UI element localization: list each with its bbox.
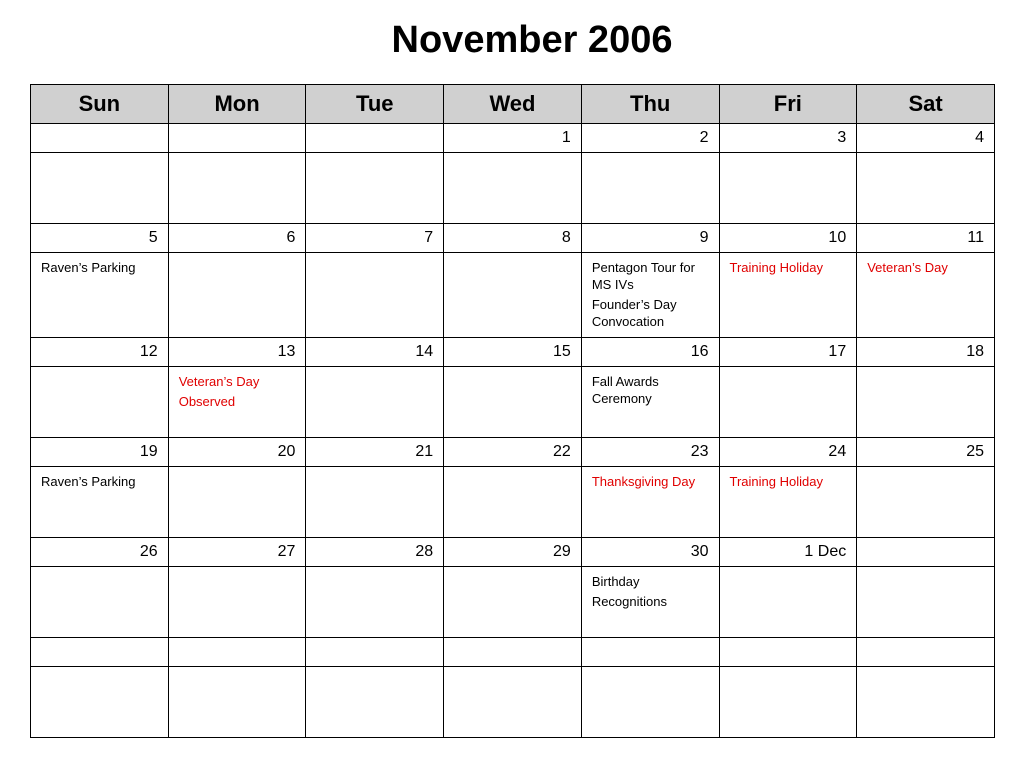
date-number: 13	[168, 338, 306, 367]
date-number: 16	[581, 338, 719, 367]
day-cell[interactable]	[719, 253, 857, 338]
week-date-row	[31, 438, 995, 467]
date-number: 1	[444, 124, 582, 153]
day-cell[interactable]	[581, 253, 719, 338]
calendar-event: Raven’s Parking	[41, 260, 136, 275]
day-cell[interactable]	[168, 567, 306, 638]
date-number: 19	[31, 438, 169, 467]
date-number: 5	[31, 224, 169, 253]
weekday-header: Mon	[168, 85, 306, 124]
calendar-grid	[30, 84, 995, 738]
calendar-event: Thanksgiving Day	[591, 474, 696, 489]
date-number	[31, 124, 169, 153]
day-cell[interactable]	[444, 467, 582, 538]
weekday-header: Sun	[31, 85, 169, 124]
day-cell[interactable]	[581, 567, 719, 638]
date-number: 12	[31, 338, 169, 367]
day-cell[interactable]	[581, 467, 719, 538]
calendar-event: Founder’s Day Convocation	[591, 297, 677, 329]
calendar-event: Raven’s Parking	[41, 474, 136, 489]
day-cell[interactable]	[444, 567, 582, 638]
day-cell[interactable]	[31, 253, 169, 338]
date-number	[857, 538, 995, 567]
weekday-header: Tue	[306, 85, 444, 124]
day-cell[interactable]	[719, 367, 857, 438]
date-number	[306, 124, 444, 153]
week-events-row	[31, 667, 995, 738]
day-cell[interactable]	[306, 467, 444, 538]
weekday-header: Thu	[581, 85, 719, 124]
week-events-row	[31, 567, 995, 638]
date-number: 27	[168, 538, 306, 567]
date-number: 10	[719, 224, 857, 253]
day-cell[interactable]	[719, 467, 857, 538]
day-cell[interactable]	[168, 667, 306, 738]
date-number: 30	[581, 538, 719, 567]
date-number: 7	[306, 224, 444, 253]
calendar-event: Recognitions	[591, 594, 667, 609]
calendar-event: Birthday	[591, 574, 640, 589]
date-number: 8	[444, 224, 582, 253]
day-cell[interactable]	[168, 367, 306, 438]
date-number	[168, 638, 306, 667]
date-number	[857, 638, 995, 667]
week-events-row	[31, 367, 995, 438]
day-cell[interactable]	[306, 153, 444, 224]
day-cell[interactable]	[444, 153, 582, 224]
calendar-event: Observed	[178, 394, 236, 409]
weekday-header-row	[31, 85, 995, 124]
date-number: 20	[168, 438, 306, 467]
date-number	[581, 638, 719, 667]
week-date-row	[31, 124, 995, 153]
calendar-event: Pentagon Tour for MS IVs	[591, 260, 695, 292]
week-events-row	[31, 153, 995, 224]
date-number	[306, 638, 444, 667]
day-cell[interactable]	[857, 367, 995, 438]
day-cell[interactable]	[857, 467, 995, 538]
date-number	[444, 638, 582, 667]
calendar-event: Veteran’s Day	[867, 260, 948, 275]
day-cell[interactable]	[168, 153, 306, 224]
week-events-row	[31, 253, 995, 338]
day-cell[interactable]	[31, 153, 169, 224]
day-cell[interactable]	[581, 367, 719, 438]
date-number: 15	[444, 338, 582, 367]
day-cell[interactable]	[306, 667, 444, 738]
week-date-row	[31, 538, 995, 567]
day-cell[interactable]	[168, 467, 306, 538]
day-cell[interactable]	[857, 253, 995, 338]
day-cell[interactable]	[31, 667, 169, 738]
day-cell[interactable]	[306, 567, 444, 638]
day-cell[interactable]	[857, 567, 995, 638]
day-cell[interactable]	[857, 153, 995, 224]
day-cell[interactable]	[31, 567, 169, 638]
date-number	[31, 638, 169, 667]
date-number: 3	[719, 124, 857, 153]
date-number	[719, 638, 857, 667]
date-number	[168, 124, 306, 153]
day-cell[interactable]	[719, 153, 857, 224]
date-number: 11	[857, 224, 995, 253]
weekday-header: Fri	[719, 85, 857, 124]
date-number: 6	[168, 224, 306, 253]
day-cell[interactable]	[444, 253, 582, 338]
date-number: 23	[581, 438, 719, 467]
week-date-row	[31, 224, 995, 253]
day-cell[interactable]	[719, 567, 857, 638]
date-number: 17	[719, 338, 857, 367]
day-cell[interactable]	[581, 667, 719, 738]
day-cell[interactable]	[31, 467, 169, 538]
weekday-header: Sat	[857, 85, 995, 124]
date-number: 29	[444, 538, 582, 567]
date-number: 24	[719, 438, 857, 467]
date-number: 18	[857, 338, 995, 367]
day-cell[interactable]	[857, 667, 995, 738]
date-number: 26	[31, 538, 169, 567]
day-cell[interactable]	[444, 667, 582, 738]
calendar-event: Veteran’s Day	[178, 374, 260, 389]
week-events-row	[31, 467, 995, 538]
day-cell[interactable]	[168, 253, 306, 338]
date-number: 14	[306, 338, 444, 367]
date-number: 22	[444, 438, 582, 467]
date-number: 25	[857, 438, 995, 467]
date-number: 1 Dec	[719, 538, 857, 567]
day-cell[interactable]	[581, 153, 719, 224]
day-cell[interactable]	[306, 253, 444, 338]
date-number: 4	[857, 124, 995, 153]
date-number: 28	[306, 538, 444, 567]
day-cell[interactable]	[444, 367, 582, 438]
weekday-header: Wed	[444, 85, 582, 124]
calendar-event: Training Holiday	[729, 474, 823, 489]
day-cell[interactable]	[306, 367, 444, 438]
day-cell[interactable]	[719, 667, 857, 738]
calendar-event: Fall Awards Ceremony	[591, 374, 659, 406]
date-number: 21	[306, 438, 444, 467]
page-title: November 2006	[391, 19, 673, 61]
week-date-row	[31, 338, 995, 367]
day-cell[interactable]	[31, 367, 169, 438]
calendar-event: Training Holiday	[729, 260, 823, 275]
date-number: 2	[581, 124, 719, 153]
week-date-row	[31, 638, 995, 667]
date-number: 9	[581, 224, 719, 253]
